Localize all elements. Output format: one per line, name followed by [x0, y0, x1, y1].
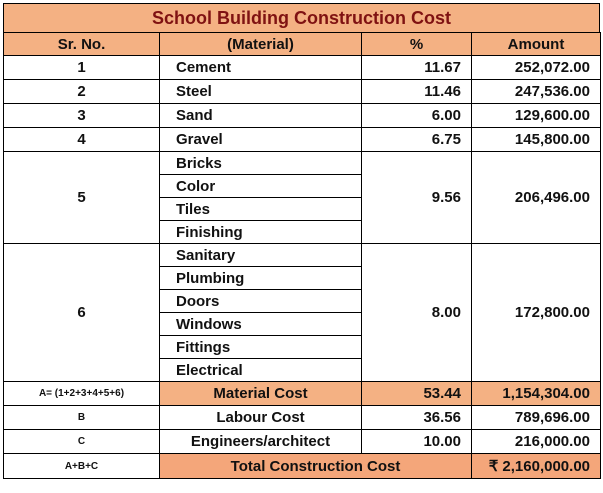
header-sr-no: Sr. No. [4, 33, 160, 56]
row-percent: 6.00 [362, 104, 472, 128]
material-cost-formula: A= (1+2+3+4+5+6) [4, 382, 160, 406]
table-row [4, 128, 601, 152]
row-amount: 145,800.00 [472, 128, 601, 152]
row-percent: 11.67 [362, 56, 472, 80]
row-sr: 4 [4, 128, 160, 152]
labour-cost-row [4, 406, 601, 430]
group6-item: Fittings [160, 336, 362, 359]
total-cost-amount: ₹ 2,160,000.00 [472, 454, 601, 479]
group5-item: Color [160, 175, 362, 198]
material-cost-label: Material Cost [160, 382, 362, 406]
engineers-cost-formula: C [4, 430, 160, 454]
total-cost-label: Total Construction Cost [160, 454, 472, 479]
material-cost-percent: 53.44 [362, 382, 472, 406]
header-amount: Amount [472, 33, 601, 56]
group6-item: Electrical [160, 359, 362, 382]
cost-sheet [3, 3, 600, 490]
header-row [4, 33, 601, 56]
engineers-cost-label: Engineers/architect [160, 430, 362, 454]
row-material: Gravel [160, 128, 362, 152]
engineers-cost-percent: 10.00 [362, 430, 472, 454]
row-material: Steel [160, 80, 362, 104]
row-sr: 1 [4, 56, 160, 80]
group5-item: Tiles [160, 198, 362, 221]
total-cost-formula: A+B+C [4, 454, 160, 479]
group6-item: Sanitary [160, 244, 362, 267]
engineers-cost-amount: 216,000.00 [472, 430, 601, 454]
header-percent: % [362, 33, 472, 56]
group6-item: Windows [160, 313, 362, 336]
material-cost-amount: 1,154,304.00 [472, 382, 601, 406]
row-sr: 3 [4, 104, 160, 128]
table-row [4, 244, 601, 267]
row-amount: 252,072.00 [472, 56, 601, 80]
group6-amount: 172,800.00 [472, 244, 601, 382]
group5-amount: 206,496.00 [472, 152, 601, 244]
engineers-cost-row [4, 430, 601, 454]
group6-sr: 6 [4, 244, 160, 382]
labour-cost-percent: 36.56 [362, 406, 472, 430]
table-row [4, 104, 601, 128]
row-material: Sand [160, 104, 362, 128]
row-material: Cement [160, 56, 362, 80]
header-material: (Material) [160, 33, 362, 56]
group6-item: Plumbing [160, 267, 362, 290]
row-percent: 11.46 [362, 80, 472, 104]
total-cost-row [4, 454, 601, 479]
sheet-title: School Building Construction Cost [3, 3, 600, 33]
group5-percent: 9.56 [362, 152, 472, 244]
group6-percent: 8.00 [362, 244, 472, 382]
group5-item: Finishing [160, 221, 362, 244]
table-row [4, 152, 601, 175]
cost-table [3, 32, 601, 479]
row-amount: 129,600.00 [472, 104, 601, 128]
group6-item: Doors [160, 290, 362, 313]
labour-cost-amount: 789,696.00 [472, 406, 601, 430]
group5-item: Bricks [160, 152, 362, 175]
row-sr: 2 [4, 80, 160, 104]
table-row [4, 80, 601, 104]
group5-sr: 5 [4, 152, 160, 244]
labour-cost-formula: B [4, 406, 160, 430]
row-amount: 247,536.00 [472, 80, 601, 104]
table-row [4, 56, 601, 80]
labour-cost-label: Labour Cost [160, 406, 362, 430]
row-percent: 6.75 [362, 128, 472, 152]
material-cost-row [4, 382, 601, 406]
